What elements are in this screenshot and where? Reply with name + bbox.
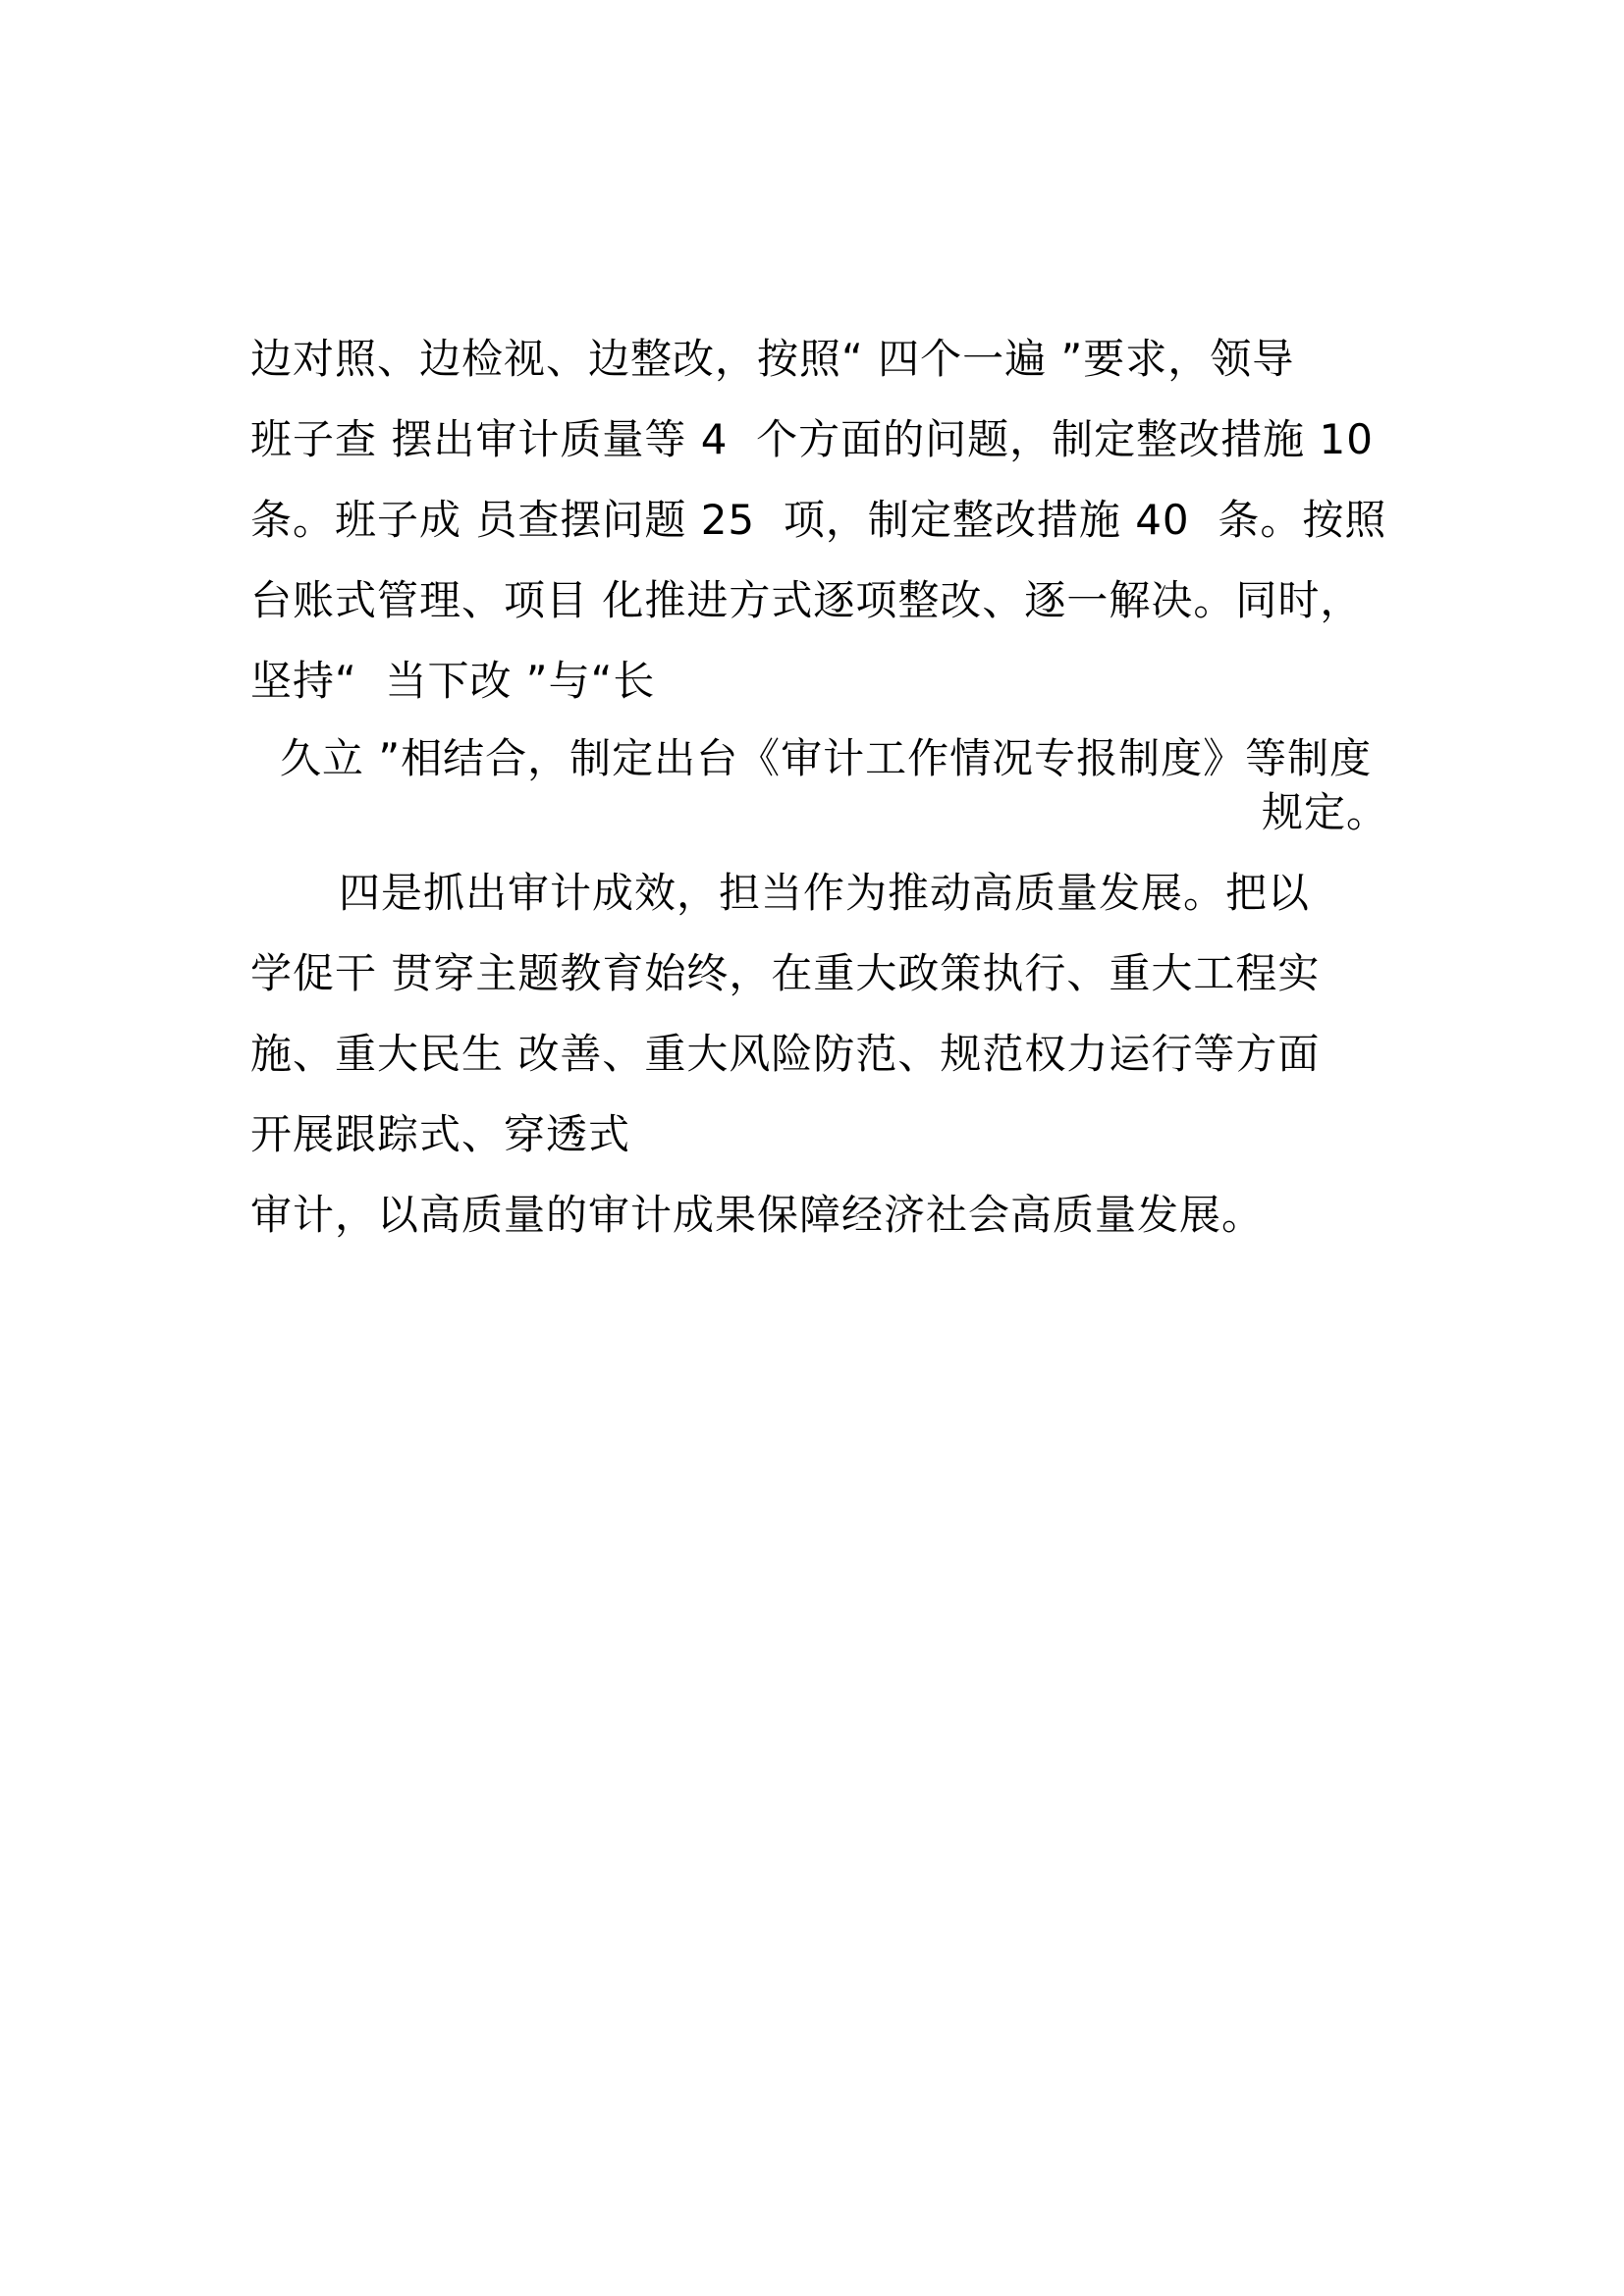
- paragraph-start-line: 四是抓出审计成效，担当作为推动高质量发展。把以: [339, 869, 1311, 917]
- text-line: 学促干 贯穿主题教育始终，在重大政策执行、重大工程实: [250, 949, 1321, 997]
- text-line: 坚持“ 当下改 ”与“长: [250, 657, 656, 705]
- text-line: 边对照、边检视、边整改，按照“ 四个一遍 ”要求，领导: [250, 335, 1295, 383]
- text-line: 审计，以高质量的审计成果保障经济社会高质量发展。: [250, 1191, 1265, 1239]
- text-line: 规定。: [1262, 788, 1389, 836]
- text-line: 条。班子成 员查摆问题 25 项，制定整改措施 40 条。按照: [250, 496, 1387, 544]
- text-line: 施、重大民生 改善、重大风险防范、规范权力运行等方面: [250, 1030, 1321, 1078]
- text-line: 久立 ”相结合，制定出台《审计工作情况专报制度》等制度: [280, 734, 1373, 782]
- text-line: 班子查 摆出审计质量等 4 个方面的问题，制定整改措施 10: [250, 415, 1374, 463]
- text-line: 台账式管理、项目 化推进方式逐项整改、逐一解决。同时，: [250, 576, 1363, 624]
- text-line: 开展跟踪式、穿透式: [250, 1110, 631, 1158]
